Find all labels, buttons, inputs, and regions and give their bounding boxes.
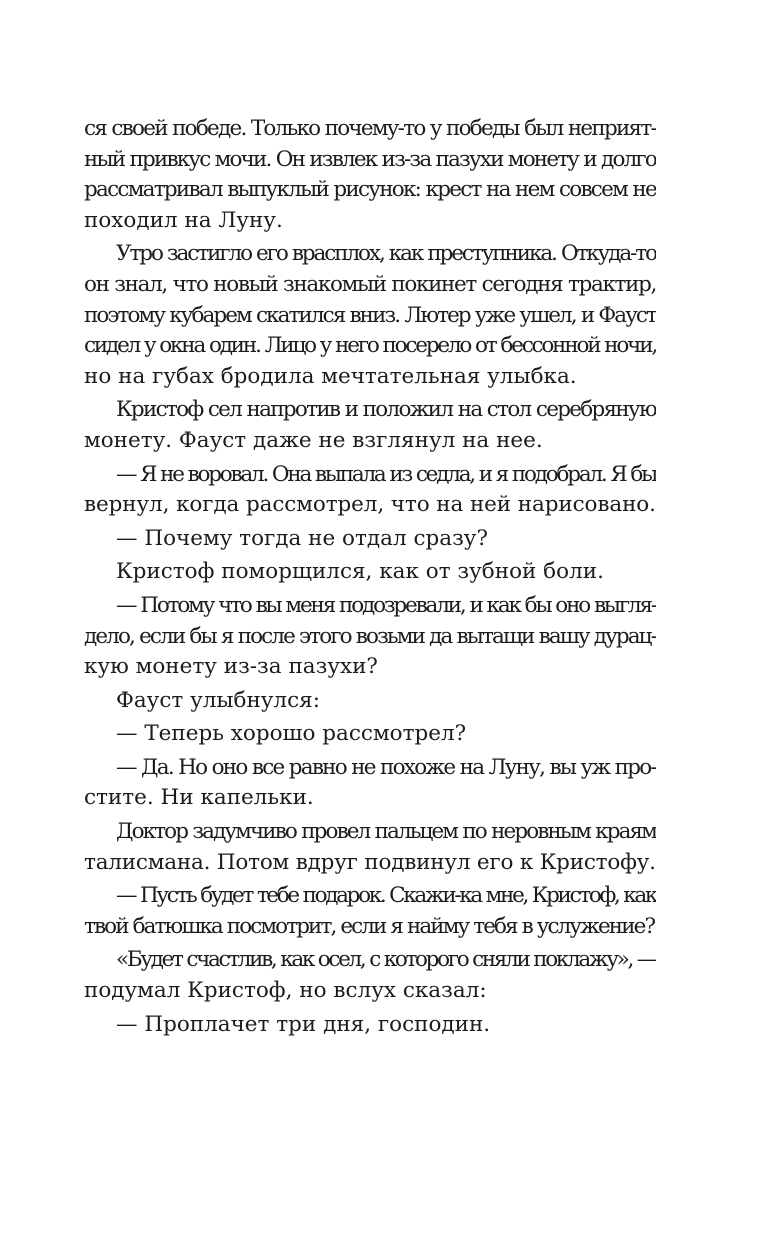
paragraph-2 <box>84 239 656 392</box>
text-line: — Теперь хорошо рассмотрел? <box>116 721 467 747</box>
text-line: — Потому что вы меня подозревали, и как бы оно выгля- <box>116 592 656 618</box>
text-line: Фауст улыбнулся: <box>116 687 320 713</box>
text-line: «Будет счастлив, как осел, с которого сняли поклажу», — <box>116 947 656 973</box>
paragraph-11 <box>84 817 656 878</box>
paragraph-8 <box>84 686 656 717</box>
text-line: — Почему тогда не отдал сразу? <box>116 525 488 551</box>
paragraph-12 <box>84 881 656 942</box>
text-line: поэтому кубарем скатился вниз. Лютер уже ушел, и Фауст <box>84 302 656 328</box>
text-line: дело, если бы я после этого возьми да вытащи вашу дурац- <box>84 623 656 649</box>
text-line: Доктор задумчиво провел пальцем по неровным краям <box>116 819 656 845</box>
text-line: — Да. Но оно все равно не похоже на Луну, вы уж про- <box>116 754 656 780</box>
text-line: походил на Луну. <box>84 207 283 233</box>
text-line: рассматривал выпуклый рисунок: крест на нем совсем не <box>84 177 656 203</box>
paragraph-10 <box>84 753 656 814</box>
text-line: кую монету из-за пазухи? <box>84 654 378 680</box>
text-line: подумал Кристоф, но вслух сказал: <box>84 978 487 1004</box>
text-line: ный привкус мочи. Он извлек из-за пазухи монету и долго <box>84 146 656 172</box>
text-line: Утро застигло его врасплох, как преступника. Откуда-то <box>116 241 656 267</box>
paragraph-4 <box>84 460 656 521</box>
text-line: Кристоф поморщился, как от зубной боли. <box>116 559 604 585</box>
text-line: стите. Ни капельки. <box>84 785 314 811</box>
text-line: ся своей победе. Только почему-то у победы был неприят- <box>84 116 656 141</box>
paragraph-6 <box>84 557 656 588</box>
text-line: вернул, когда рассмотрел, что на ней нарисовано. <box>84 492 656 518</box>
text-line: талисмана. Потом вдруг подвинул его к Кристофу. <box>84 849 656 875</box>
paragraph-1 <box>84 114 656 236</box>
text-line: он знал, что новый знакомый покинет сегодня трактир, <box>84 271 656 297</box>
text-line: Кристоф сел напротив и положил на стол серебряную <box>116 397 656 423</box>
book-page-text <box>84 114 656 1043</box>
text-line: — Пусть будет тебе подарок. Скажи-ка мне, Кристоф, как <box>116 883 656 909</box>
text-line: твой батюшка посмотрит, если я найму тебя в услужение? <box>84 913 655 939</box>
text-line: но на губах бродила мечтательная улыбка. <box>84 363 577 389</box>
paragraph-9 <box>84 719 656 750</box>
text-line: монету. Фауст даже не взглянул на нее. <box>84 427 543 453</box>
paragraph-5 <box>84 524 656 555</box>
text-line: — Проплачет три дня, господин. <box>116 1011 491 1037</box>
text-line: сидел у окна один. Лицо у него посерело от бессонной ночи, <box>84 333 656 359</box>
paragraph-3 <box>84 395 656 456</box>
paragraph-7 <box>84 591 656 683</box>
text-line: — Я не воровал. Она выпала из седла, и я подобрал. Я бы <box>116 461 656 487</box>
paragraph-14 <box>84 1010 656 1041</box>
paragraph-13 <box>84 945 656 1006</box>
